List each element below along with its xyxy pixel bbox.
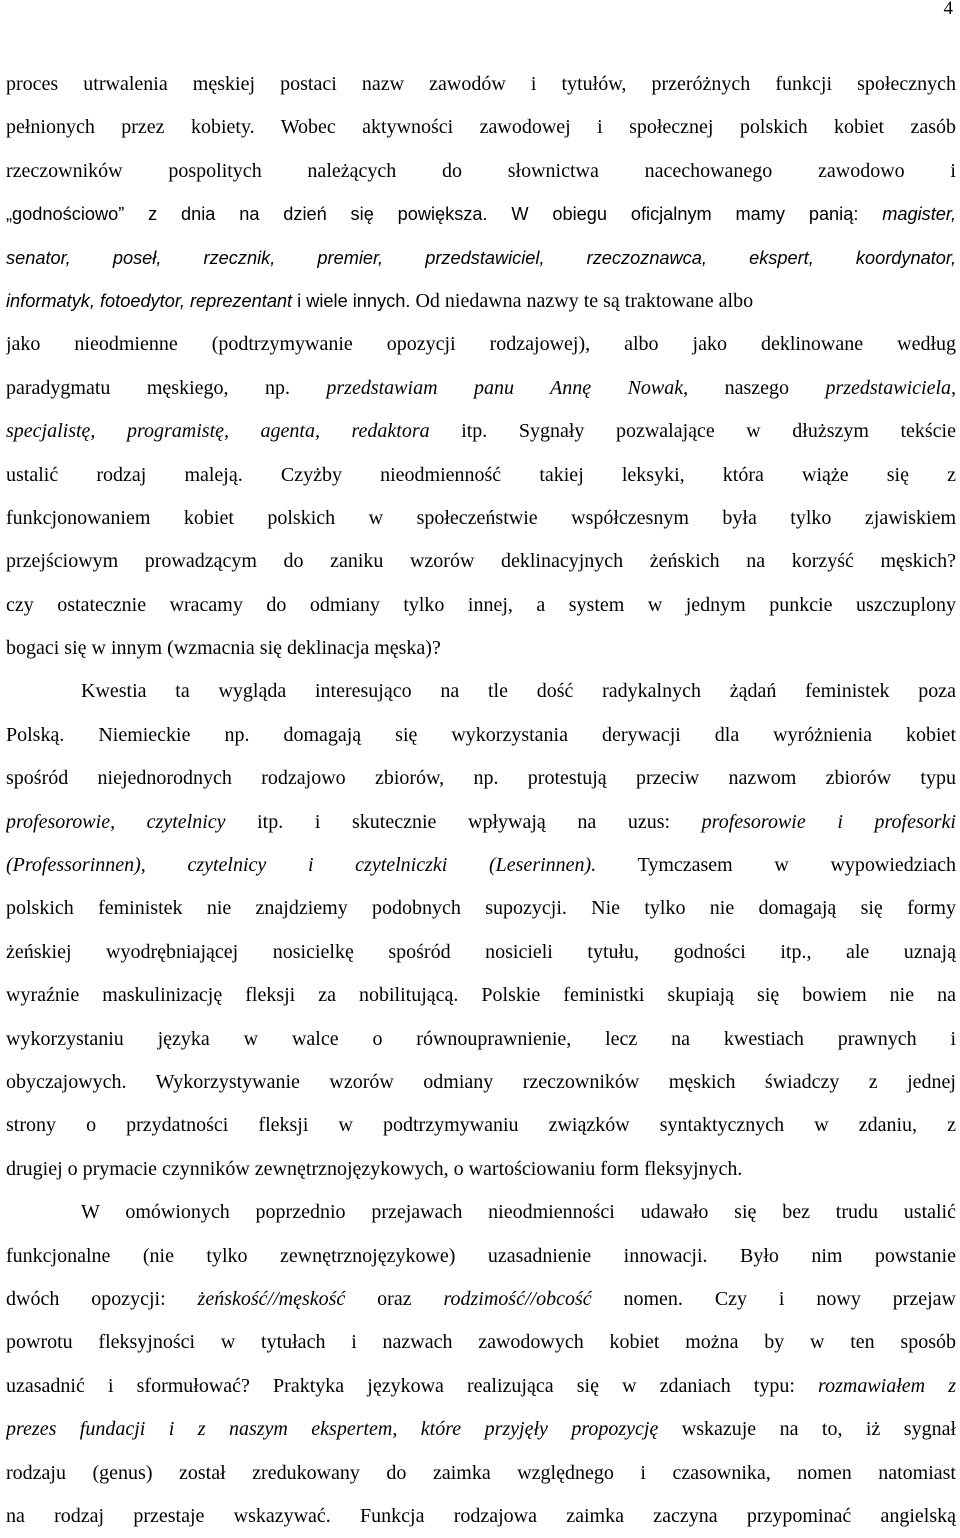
- italic-text: profesorowie, czytelnicy: [6, 810, 226, 833]
- text-segment: uzasadnić i sformułować? Praktyka językowa realizująca się w zdaniach typu:: [6, 1374, 819, 1397]
- text-line: [6, 1408, 956, 1451]
- text-line: [6, 714, 956, 757]
- text-segment: polskich feministek nie znajdziemy podobnych supozycji. Nie tylko nie domagają się formy: [6, 897, 956, 920]
- text-line: [6, 540, 956, 583]
- text-line: [6, 150, 956, 193]
- text-segment: funkcjonalne (nie tylko zewnętrznojęzykowe) uzasadnienie innowacji. Było nim powstanie: [6, 1244, 956, 1267]
- page-body: [6, 63, 956, 1538]
- text-segment: ustalić rodzaj maleją. Czyżby nieodmienność takiej leksyki, która wiąże się z: [6, 463, 956, 486]
- text-line: [6, 367, 956, 410]
- text-segment: wykorzystaniu języka w walce o równouprawnienie, lecz na kwestiach prawnych i: [6, 1027, 956, 1050]
- text-segment: Polską. Niemieckie np. domagają się wykorzystania derywacji dla wyróżnienia kobiet: [6, 723, 956, 746]
- italic-text: przedstawiciela,: [825, 376, 956, 399]
- text-line: [6, 106, 956, 149]
- text-segment: itp. Sygnały pozwalające w dłuższym tekście: [429, 420, 956, 443]
- text-line: [6, 454, 956, 497]
- text-segment: drugiej o prymacie czynników zewnętrznojęzykowych, o wartościowaniu form fleksyjnych.: [6, 1157, 743, 1180]
- text-line: [6, 887, 956, 930]
- text-segment: proces utrwalenia męskiej postaci nazw zawodów i tytułów, przeróżnych funkcji społecznych: [6, 73, 956, 95]
- text-line: [6, 670, 956, 713]
- text-segment: żeńskiej wyodrębniającej nosicielkę spośród nosicieli tytułu, godności itp., ale uznają: [6, 940, 956, 963]
- text-segment: pełnionych przez kobiety. Wobec aktywności zawodowej i społecznej polskich kobiet zasób: [6, 116, 956, 139]
- italic-text: (Professorinnen), czytelnicy i czytelniczki (Leserinnen).: [6, 854, 597, 877]
- text-line: [6, 1018, 956, 1061]
- italic-text: specjalistę, programistę, agenta, redaktora: [6, 420, 430, 443]
- text-line: [6, 193, 956, 236]
- italic-text: przedstawiam panu Annę Nowak,: [326, 376, 689, 399]
- text-segment: wyraźnie maskulinizację fleksji za nobilitującą. Polskie feministki skupiają się bowiem nie na: [6, 984, 956, 1007]
- text-line: [6, 280, 956, 323]
- text-line: [6, 1321, 956, 1364]
- text-segment: strony o przydatności fleksji w podtrzymywaniu związków syntaktycznych w zdaniu, z: [6, 1114, 956, 1137]
- text-line: [6, 1365, 956, 1408]
- text-segment: Kwestia ta wygląda interesująco na tle dość radykalnych żądań feministek poza: [81, 680, 956, 703]
- text-segment: obyczajowych. Wykorzystywanie wzorów odmiany rzeczowników męskich świadczy z jednej: [6, 1070, 956, 1093]
- italic-text: senator, poseł, rzecznik, premier, przedstawiciel, rzeczoznawca, ekspert, koordynator,: [6, 247, 956, 268]
- text-line: [6, 1452, 956, 1495]
- text-segment: „godnościowo” z dnia na dzień się powiększa. W obiegu oficjalnym mamy panią:: [6, 204, 883, 225]
- italic-text: profesorowie i profesorki: [701, 810, 956, 833]
- text-segment: spośród niejednorodnych rodzajowo zbiorów, np. protestują przeciw nazwom zbiorów typu: [6, 767, 956, 790]
- text-segment: itp. i skutecznie wpływają na uzus:: [225, 810, 702, 833]
- italic-text: żeńskość//męskość: [197, 1287, 346, 1310]
- italic-text: rozmawiałem z: [818, 1374, 956, 1397]
- text-line: [6, 237, 956, 280]
- text-line: [6, 1278, 956, 1321]
- text-segment: jako nieodmienne (podtrzymywanie opozycji rodzajowej), albo jako deklinowane według: [6, 333, 956, 356]
- text-line: [6, 1148, 956, 1191]
- text-line: [6, 931, 956, 974]
- text-line: [6, 323, 956, 366]
- text-segment: czy ostatecznie wracamy do odmiany tylko innej, a system w jednym punkcie uszczuplony: [6, 593, 956, 616]
- italic-text: rodzimość//obcość: [443, 1287, 592, 1310]
- text-segment: na rodzaj przestaje wskazywać. Funkcja rodzajowa zaimka zaczyna przypominać angielską: [6, 1504, 956, 1527]
- text-segment: i wiele innych.: [292, 290, 416, 311]
- text-line: [6, 584, 956, 627]
- text-line: [6, 1235, 956, 1278]
- text-line: [6, 1191, 956, 1234]
- text-segment: dwóch opozycji:: [6, 1287, 198, 1310]
- text-segment: rzeczowników pospolitych należących do słownictwa nacechowanego zawodowo i: [6, 159, 956, 182]
- text-line: [6, 410, 956, 453]
- text-line: [6, 974, 956, 1017]
- text-line: [6, 1061, 956, 1104]
- text-line: [6, 497, 956, 540]
- text-line: [6, 627, 956, 670]
- text-segment: rodzaju (genus) został zredukowany do zaimka względnego i czasownika, nomen natomiast: [6, 1461, 956, 1484]
- text-segment: przejściowym prowadzącym do zaniku wzorów deklinacyjnych żeńskich na korzyść męskich?: [6, 550, 956, 573]
- text-segment: Od niedawna nazwy te są traktowane albo: [415, 289, 754, 312]
- text-line: [6, 801, 956, 844]
- text-segment: bogaci się w innym (wzmacnia się deklinacja męska)?: [6, 637, 441, 660]
- text-segment: funkcjonowaniem kobiet polskich w społeczeństwie współczesnym była tylko zjawiskiem: [6, 506, 956, 529]
- italic-text: informatyk, fotoedytor, reprezentant: [6, 290, 293, 311]
- text-segment: W omówionych poprzednio przejawach nieodmienności udawało się bez trudu ustalić: [81, 1201, 956, 1224]
- page-number: 4: [943, 0, 953, 19]
- text-segment: Tymczasem w wypowiedziach: [596, 854, 956, 877]
- text-segment: oraz: [345, 1287, 444, 1310]
- text-segment: nomen. Czy i nowy przejaw: [591, 1287, 956, 1310]
- text-segment: wskazuje na to, iż sygnał: [658, 1418, 956, 1441]
- italic-text: prezes fundacji i z naszym ekspertem, które przyjęły propozycję: [6, 1418, 659, 1441]
- text-segment: paradygmatu męskiego, np.: [6, 376, 327, 399]
- text-line: [6, 844, 956, 887]
- text-line: [6, 1104, 956, 1147]
- text-segment: powrotu fleksyjności w tytułach i nazwach zawodowych kobiet można by w ten sposób: [6, 1331, 956, 1354]
- italic-text: magister,: [882, 204, 956, 225]
- text-segment: naszego: [688, 376, 826, 399]
- text-line: [6, 63, 956, 106]
- text-line: [6, 1495, 956, 1538]
- text-line: [6, 757, 956, 800]
